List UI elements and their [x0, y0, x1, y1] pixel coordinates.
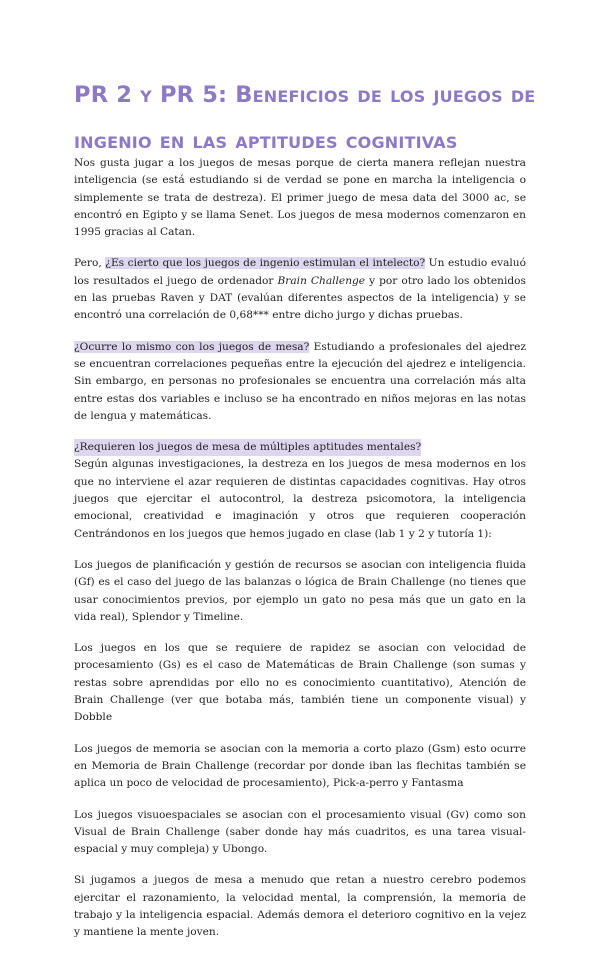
conclusion-paragraph: Si jugamos a juegos de mesa a menudo que retan a nuestro cerebro podemos ejercitar el razonamiento, la velocidad mental, la comprensión, la memoria de trabajo y la inteligencia espacial. Además demora el deterioro cognitivo en la vejez y mantiene la mente joven.	[74, 874, 526, 939]
text-run: Según algunas investigaciones, la destreza en los juegos de mesa modernos en los que no interviene el azar requieren de distintas capacidades cognitivas. Hay otros juegos que ejercitar el autocontrol, la destreza psicomotora, la inteligencia emocional, creatividad e imaginación y otros que requieren cooperación Centrándonos en los juegos que hemos jugado en clase (lab 1 y 2 y tutoría 1):	[74, 458, 526, 540]
document-body	[74, 155, 526, 956]
fluid-intelligence-paragraph: Los juegos de planificación y gestión de recursos se asocian con inteligencia fluida (Gf) es el caso del juego de las balanzas o lógica de Brain Challenge (no tienes que usar conocimientos previos, por ejemplo un gato no pesa más que un gato en la vida real), Splendor y Timeline.	[74, 558, 526, 623]
text-run: Pero,	[74, 257, 106, 270]
highlighted-question: ¿Es cierto que los juegos de ingenio estimulan el intelecto?	[105, 257, 426, 270]
intro-paragraph: Nos gusta jugar a los juegos de mesas porque de cierta manera reflejan nuestra inteligencia (se está estudiando si de verdad se pone en marcha la inteligencia o simplemente se trata de destreza). El primer juego de mesa data del 3000 ac, se encontró en Egipto y se llama Senet. Los juegos de mesa modernos comenzaron en 1995 gracias al Catan.	[74, 157, 526, 239]
text-run: Estudiando a profesionales del ajedrez se encuentran correlaciones pequeñas entre la ejecución del ajedrez e inteligencia. Sin embargo, en personas no profesionales se encuentra una correlación más alta entre estas dos variables e incluso se ha encontrado en niños mejoras en las notas de lengua y matemáticas.	[74, 340, 526, 422]
page-title: PR 2 y PR 5: Beneficios de los juegos de ingenio en las aptitudes cognitivas	[74, 82, 536, 154]
text-run: y por otro lado los obtenidos en las pruebas Raven y DAT (evalúan diferentes aspectos de la inteligencia) y se encontró una correlación de 0,68*** entre dicho jurgo y dichas pruebas.	[74, 274, 526, 322]
visual-processing-paragraph: Los juegos visuoespaciales se asocian con el procesamiento visual (Gv) como son Visual de Brain Challenge (saber donde hay más cuadritos, es una tarea visual-espacial y muy compleja) y Ubongo.	[74, 808, 526, 856]
highlighted-question: ¿Requieren los juegos de mesa de múltiples aptitudes mentales?	[74, 439, 421, 456]
game-name: Brain Challenge	[277, 274, 366, 287]
board-games-paragraph	[74, 339, 526, 425]
processing-speed-paragraph: Los juegos en los que se requiere de rapidez se asocian con velocidad de procesamiento (Gs) es el caso de Matemáticas de Brain Challenge (son sumas y restas sobre aprendidas por ello no es conocimiento cuantitativo), Atención de Brain Challenge (ver que botaba más, también tiene un componente visual) y Dobble	[74, 642, 526, 724]
text-run: Un estudio evaluó los resultados el juego de ordenador	[74, 257, 526, 287]
aptitudes-paragraph	[74, 439, 526, 543]
brain-challenge-paragraph	[74, 255, 526, 324]
highlighted-question: ¿Ocurre lo mismo con los juegos de mesa?	[74, 340, 310, 353]
short-term-memory-paragraph: Los juegos de memoria se asocian con la memoria a corto plazo (Gsm) esto ocurre en Memoria de Brain Challenge (recordar por donde iban las flechitas también se aplica un poco de velocidad de procesamiento), Pick-a-perro y Fantasma	[74, 742, 526, 790]
